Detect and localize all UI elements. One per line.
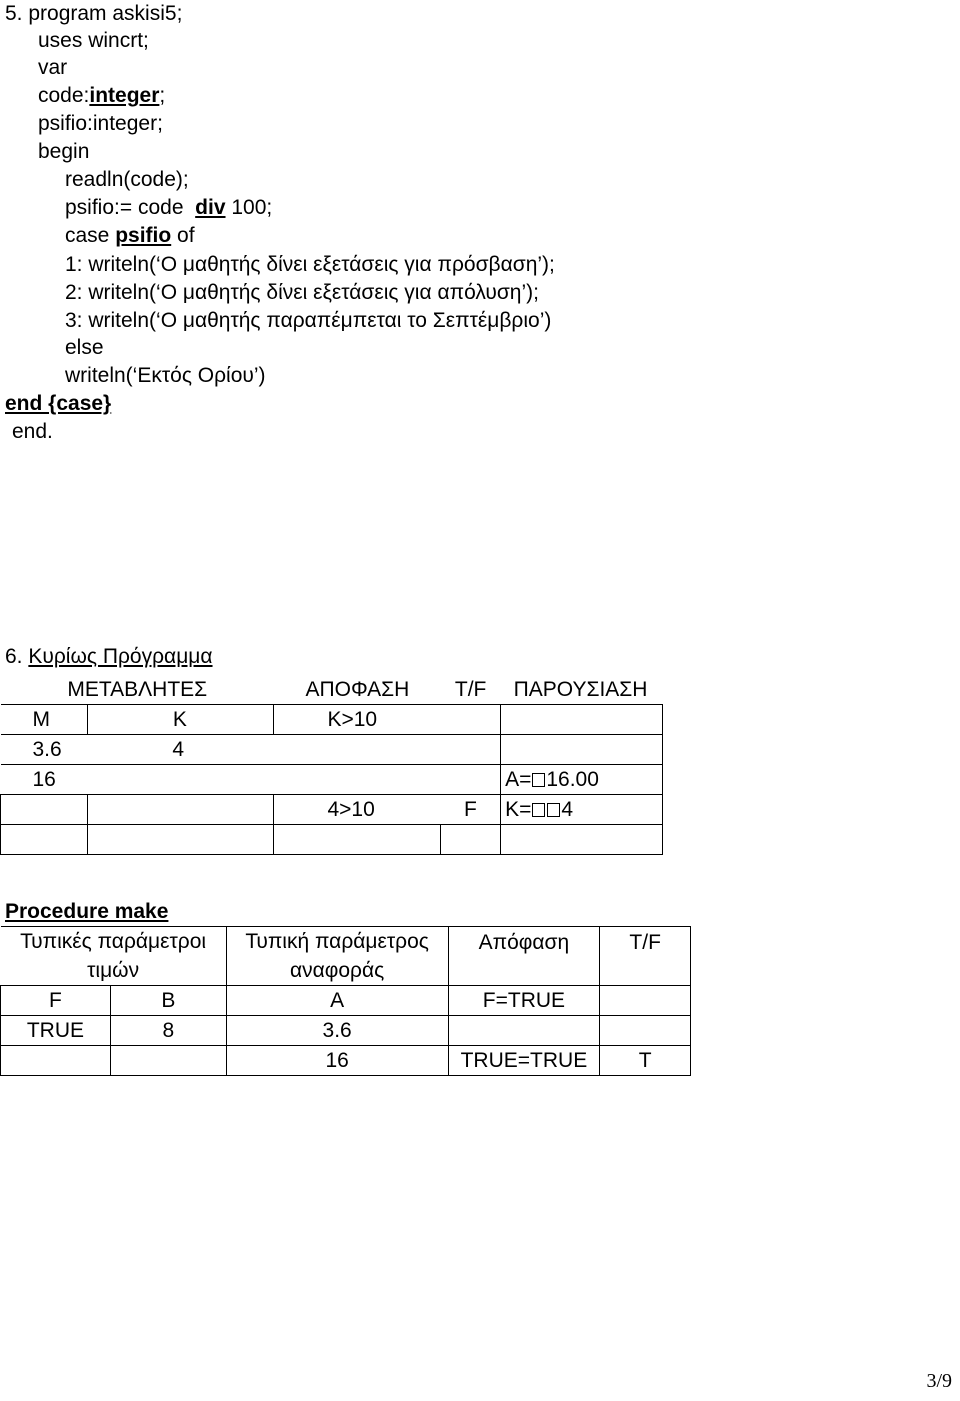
table-header <box>1 927 227 986</box>
table-cell: K= 4 <box>501 795 663 825</box>
table-cell <box>600 1016 691 1046</box>
code-line: psifio:integer; <box>38 112 163 135</box>
table-cell: 16 <box>32 767 56 791</box>
placeholder-box <box>547 803 560 817</box>
table-cell <box>1 795 88 825</box>
table-cell <box>448 1016 600 1046</box>
header-line: αναφοράς <box>289 959 385 982</box>
table-header-row <box>1 675 663 705</box>
table-cell: TRUE=TRUE <box>448 1046 600 1076</box>
code-text: of <box>171 224 195 247</box>
code-line: writeln(‘Εκτός Ορίου’) <box>65 364 266 387</box>
table-cell: A= 16.00 <box>501 765 663 795</box>
header-line: τιμών <box>87 959 140 982</box>
code-text: 100; <box>225 196 273 219</box>
table-cell <box>1 1046 111 1076</box>
table-header <box>226 927 448 986</box>
code-line <box>65 194 272 222</box>
code-line: begin <box>38 140 90 163</box>
table-cell: F <box>1 986 111 1016</box>
code-line: 1: writeln(‘Ο μαθητής δίνει εξετάσεις για πρόσβαση’); <box>65 253 555 276</box>
table-cell: M <box>1 705 88 735</box>
table-cell: 4 <box>172 737 185 761</box>
code-line: var <box>38 56 68 79</box>
table-cell: 8 <box>110 1016 226 1046</box>
code-line: end {case} <box>5 392 112 415</box>
table-header: ΠΑΡΟΥΣΙΑΣΗ <box>513 677 648 701</box>
code-line: readln(code); <box>65 168 189 191</box>
table-cell <box>87 765 274 795</box>
table-header: T/F <box>454 677 487 701</box>
procedure-title: Procedure make <box>5 900 169 923</box>
table-cell <box>87 795 274 825</box>
table-cell <box>600 986 691 1016</box>
header-line: Τυπικές παράμετροι <box>20 930 207 953</box>
table-cell <box>441 705 501 735</box>
table-row <box>1 705 663 735</box>
code-line <box>65 222 195 250</box>
code-line: uses wincrt; <box>38 29 149 52</box>
table-header: ΑΠΟΦΑΣΗ <box>305 677 410 701</box>
code-text: ; <box>159 84 166 107</box>
code-line: 2: writeln(‘Ο μαθητής δίνει εξετάσεις για απόλυση’); <box>65 281 539 304</box>
code-text: psifio:= code <box>65 196 196 219</box>
table-row <box>1 986 691 1016</box>
table-cell <box>274 825 441 855</box>
table-cell: T <box>600 1046 691 1076</box>
table-cell <box>110 1046 226 1076</box>
table-cell <box>441 765 501 795</box>
header-line: Τυπική παράμετρος <box>245 930 429 953</box>
section-title: Κυρίως Πρόγραμμα <box>28 645 213 668</box>
placeholder-box <box>532 773 545 787</box>
code-line: 5. program askisi5; <box>5 2 183 25</box>
section-number: 6. <box>5 645 29 668</box>
table-cell <box>501 705 663 735</box>
table-cell <box>87 825 274 855</box>
code-keyword: div <box>195 196 226 219</box>
table-row <box>1 825 663 855</box>
section-6-title <box>5 643 213 671</box>
table-cell: 3.6 <box>226 1016 448 1046</box>
table-cell: K <box>87 705 274 735</box>
table-row <box>1 765 663 795</box>
table-cell: 3.6 <box>32 737 62 761</box>
table-header: ΜΕΤΑΒΛΗΤΕΣ <box>67 677 208 701</box>
table-row <box>1 1046 691 1076</box>
table-header-row <box>1 927 691 986</box>
page-number: 3/9 <box>926 1370 952 1392</box>
table-cell: F=TRUE <box>448 986 600 1016</box>
table-cell: K>10 <box>327 707 378 731</box>
table-cell: A <box>226 986 448 1016</box>
table-cell <box>501 825 663 855</box>
table-header: T/F <box>600 927 691 986</box>
table-row <box>1 735 663 765</box>
code-text: code: <box>38 84 90 107</box>
trace-table-procedure <box>0 926 691 1076</box>
table-row <box>1 1016 691 1046</box>
code-text: case <box>65 224 116 247</box>
code-line <box>38 82 165 110</box>
table-cell: 4>10 <box>327 797 375 821</box>
code-keyword: psifio <box>115 224 172 247</box>
table-cell: TRUE <box>1 1016 111 1046</box>
table-cell <box>441 825 501 855</box>
table-cell: F <box>441 795 501 825</box>
table-cell <box>274 735 441 765</box>
table-row <box>1 795 663 825</box>
code-line: 3: writeln(‘Ο μαθητής παραπέμπεται το Σεπτέμβριο’) <box>65 309 552 332</box>
code-line: end. <box>12 420 53 443</box>
table-cell: B <box>110 986 226 1016</box>
table-header: Απόφαση <box>448 927 600 986</box>
table-cell <box>274 765 441 795</box>
trace-table-main <box>0 675 663 855</box>
code-keyword: integer <box>89 84 160 107</box>
placeholder-box <box>532 803 545 817</box>
code-line: else <box>65 336 104 359</box>
table-cell <box>501 735 663 765</box>
table-cell <box>441 735 501 765</box>
table-cell <box>1 825 88 855</box>
table-cell: 16 <box>226 1046 448 1076</box>
